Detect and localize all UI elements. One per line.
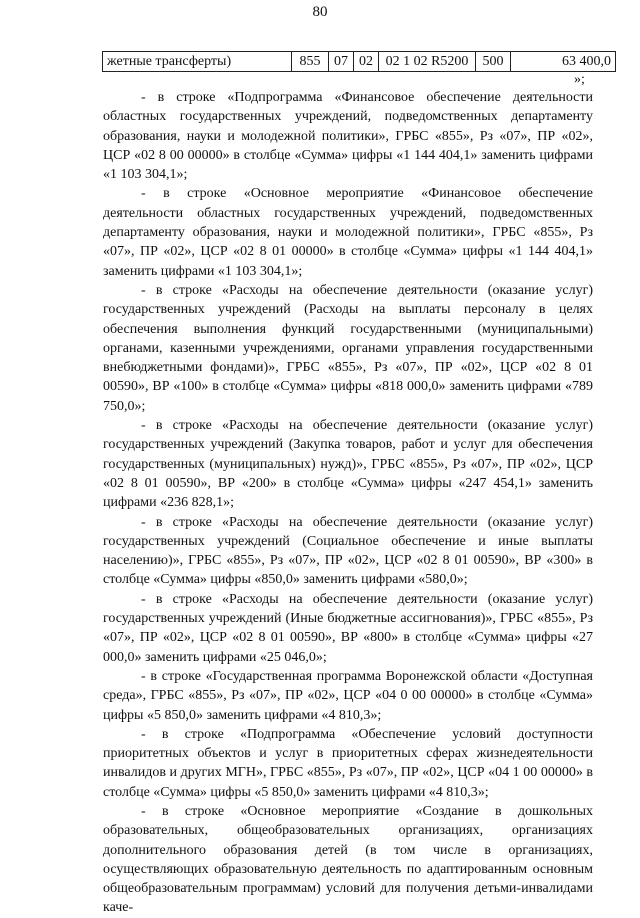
paragraph: - в строке «Расходы на обеспечение деятельности (оказание услуг) государственных учреждений (Социальное обеспечение и иные выплаты населению)», ГРБС «855», Рз «07», ПР «02», ЦСР «02 8 01 00590», ВР «300» в столбце «Сумма» цифры «850,0» заменить цифрами «580,0»; bbox=[103, 514, 593, 588]
table-row bbox=[103, 52, 616, 72]
cell-pr: 02 bbox=[354, 52, 379, 72]
paragraph: - в строке «Государственная программа Воронежской области «Доступная среда», ГРБС «855», Рз «07», ПР «02», ЦСР «04 0 00 00000» в столбце «Сумма» цифры «5 850,0» заменить цифрами «4 810,3»; bbox=[103, 668, 593, 723]
paragraph: - в строке «Подпрограмма «Обеспечение условий доступности приоритетных объектов и услуг в приоритетных сферах жизнедеятельности инвалидов и других МГН», ГРБС «855», Рз «07», ПР «02», ЦСР «04 1 00 00000» в столбце «Сумма» цифры «5 850,0» заменить цифрами «4 810,3»; bbox=[103, 726, 593, 800]
paragraph: - в строке «Расходы на обеспечение деятельности (оказание услуг) государственных учреждений (Расходы на выплаты персоналу в целях обеспечения выполнения функций государственными (муниципальными) органами, казенными учреждениями, органами управления государственными внебюджетными фондами)», ГРБС «855», Рз «07», ПР «02», ЦСР «02 8 01 00590», ВР «100» в столбце «Сумма» цифры «818 000,0» заменить цифрами «789 750,0»; bbox=[103, 282, 593, 414]
cell-grbs: 855 bbox=[292, 52, 329, 72]
paragraph: - в строке «Подпрограмма «Финансовое обеспечение деятельности областных государственных учреждений, подведомственных департаменту образования, науки и молодежной политики», ГРБС «855», Рз «07», ПР «02», ЦСР «02 8 00 00000» в столбце «Сумма» цифры «1 144 404,1» заменить цифрами «1 103 304,1»; bbox=[103, 90, 593, 183]
paragraph: - в строке «Расходы на обеспечение деятельности (оказание услуг) государственных учреждений (Иные бюджетные ассигнования)», ГРБС «855», Рз «07», ПР «02», ЦСР «02 8 01 00590», ВР «800» в столбце «Сумма» цифры «27 000,0» заменить цифрами «25 046,0»; bbox=[103, 591, 593, 665]
paragraph: - в строке «Основное мероприятие «Создание в дошкольных образовательных, общеобразовательных организациях, организациях дополнительного образования детей (в том числе в организациях, осуществляющих образовательную деятельность по адаптированным основным общеобразовательным программам) условий для получения детьми-инвалидами каче- bbox=[103, 803, 593, 916]
document-body bbox=[103, 88, 593, 918]
cell-rz: 07 bbox=[329, 52, 354, 72]
paragraph: - в строке «Расходы на обеспечение деятельности (оказание услуг) государственных учреждений (Закупка товаров, работ и услуг для обеспечения государственных (муниципальных) нужд)», ГРБС «855», Рз «07», ПР «02», ЦСР «02 8 01 00590», ВР «200» в столбце «Сумма» цифры «247 454,1» заменить цифрами «236 828,1»; bbox=[103, 418, 593, 511]
cell-sum: 63 400,0 bbox=[511, 52, 616, 72]
cell-csr: 02 1 02 R5200 bbox=[379, 52, 476, 72]
page-number: 80 bbox=[312, 4, 328, 20]
cell-vr: 500 bbox=[476, 52, 511, 72]
cell-name: жетные трансферты) bbox=[103, 52, 292, 72]
closing-quote: »; bbox=[574, 72, 585, 87]
paragraph: - в строке «Основное мероприятие «Финансовое обеспечение деятельности областных государственных учреждений, подведомственных департаменту образования, науки и молодежной политики», ГРБС «855», Рз «07», ПР «02», ЦСР «02 8 01 00000» в столбце «Сумма» цифры «1 144 404,1» заменить цифрами «1 103 304,1»; bbox=[103, 186, 593, 279]
budget-table bbox=[102, 51, 616, 72]
